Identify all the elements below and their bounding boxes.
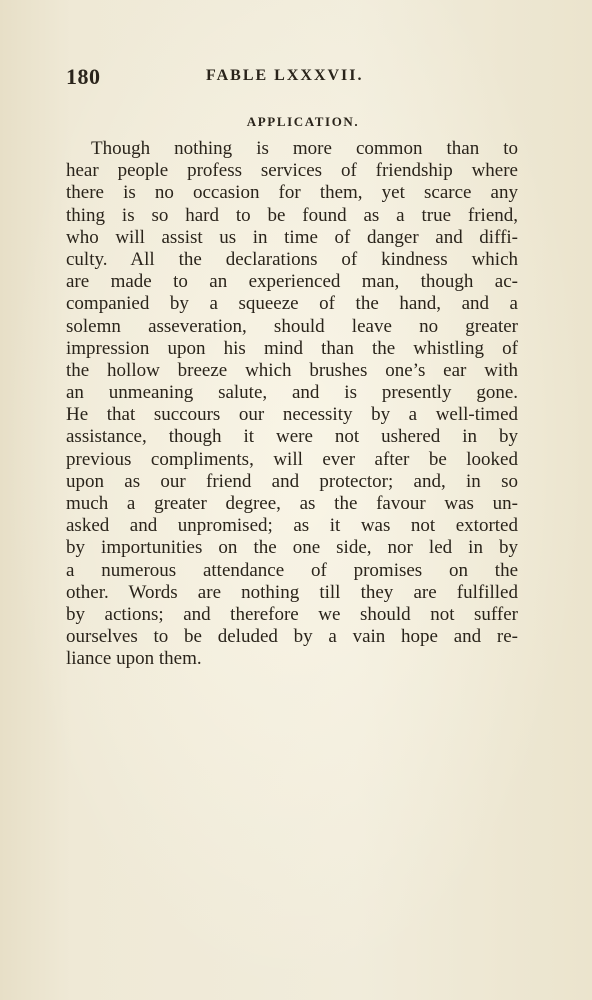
text-line: who will assist us in time of danger and diffi- xyxy=(66,226,518,248)
page-number: 180 xyxy=(66,64,101,89)
text-line: culty. All the declarations of kindness which xyxy=(66,248,518,270)
running-title: FABLE LXXXVII. xyxy=(206,67,364,84)
text-line: assistance, though it were not ushered in by xyxy=(66,426,518,448)
text-line: thing is so hard to be found as a true friend, xyxy=(66,204,518,226)
text-line: are made to an experienced man, though ac- xyxy=(66,271,518,293)
text-line: impression upon his mind than the whistling of xyxy=(66,337,518,359)
text-line: much a greater degree, as the favour was un- xyxy=(66,493,518,514)
text-line: there is no occasion for them, yet scarce any xyxy=(66,182,518,204)
text-line: previous compliments, will ever after be looked xyxy=(66,448,518,470)
text-line: solemn asseveration, should leave no greater xyxy=(66,315,518,337)
text-line: He that succours our necessity by a well-timed xyxy=(66,404,518,426)
running-head xyxy=(66,64,518,90)
text-line: other. Words are nothing till they are fulfilled xyxy=(66,581,518,603)
body-paragraph xyxy=(66,138,518,671)
text-line: by importunities on the one side, nor led in by xyxy=(66,537,518,559)
text-line: the hollow breeze which brushes one’s ear with xyxy=(66,359,518,381)
text-line: companied by a squeeze of the hand, and a xyxy=(66,293,518,315)
text-line: Though nothing is more common than to xyxy=(91,138,518,159)
text-line: asked and unpromised; as it was not extorted xyxy=(66,515,518,537)
text-line: ourselves to be deluded by a vain hope and re- xyxy=(66,626,518,648)
section-heading: APPLICATION. xyxy=(246,114,360,129)
text-line: an unmeaning salute, and is presently gone. xyxy=(66,382,518,404)
text-line: by actions; and therefore we should not suffer xyxy=(66,603,518,625)
text-line: liance upon them. xyxy=(66,648,202,670)
text-line: a numerous attendance of promises on the xyxy=(66,559,518,581)
text-line: hear people profess services of friendship where xyxy=(66,160,518,182)
text-line: upon as our friend and protector; and, in so xyxy=(66,470,518,492)
